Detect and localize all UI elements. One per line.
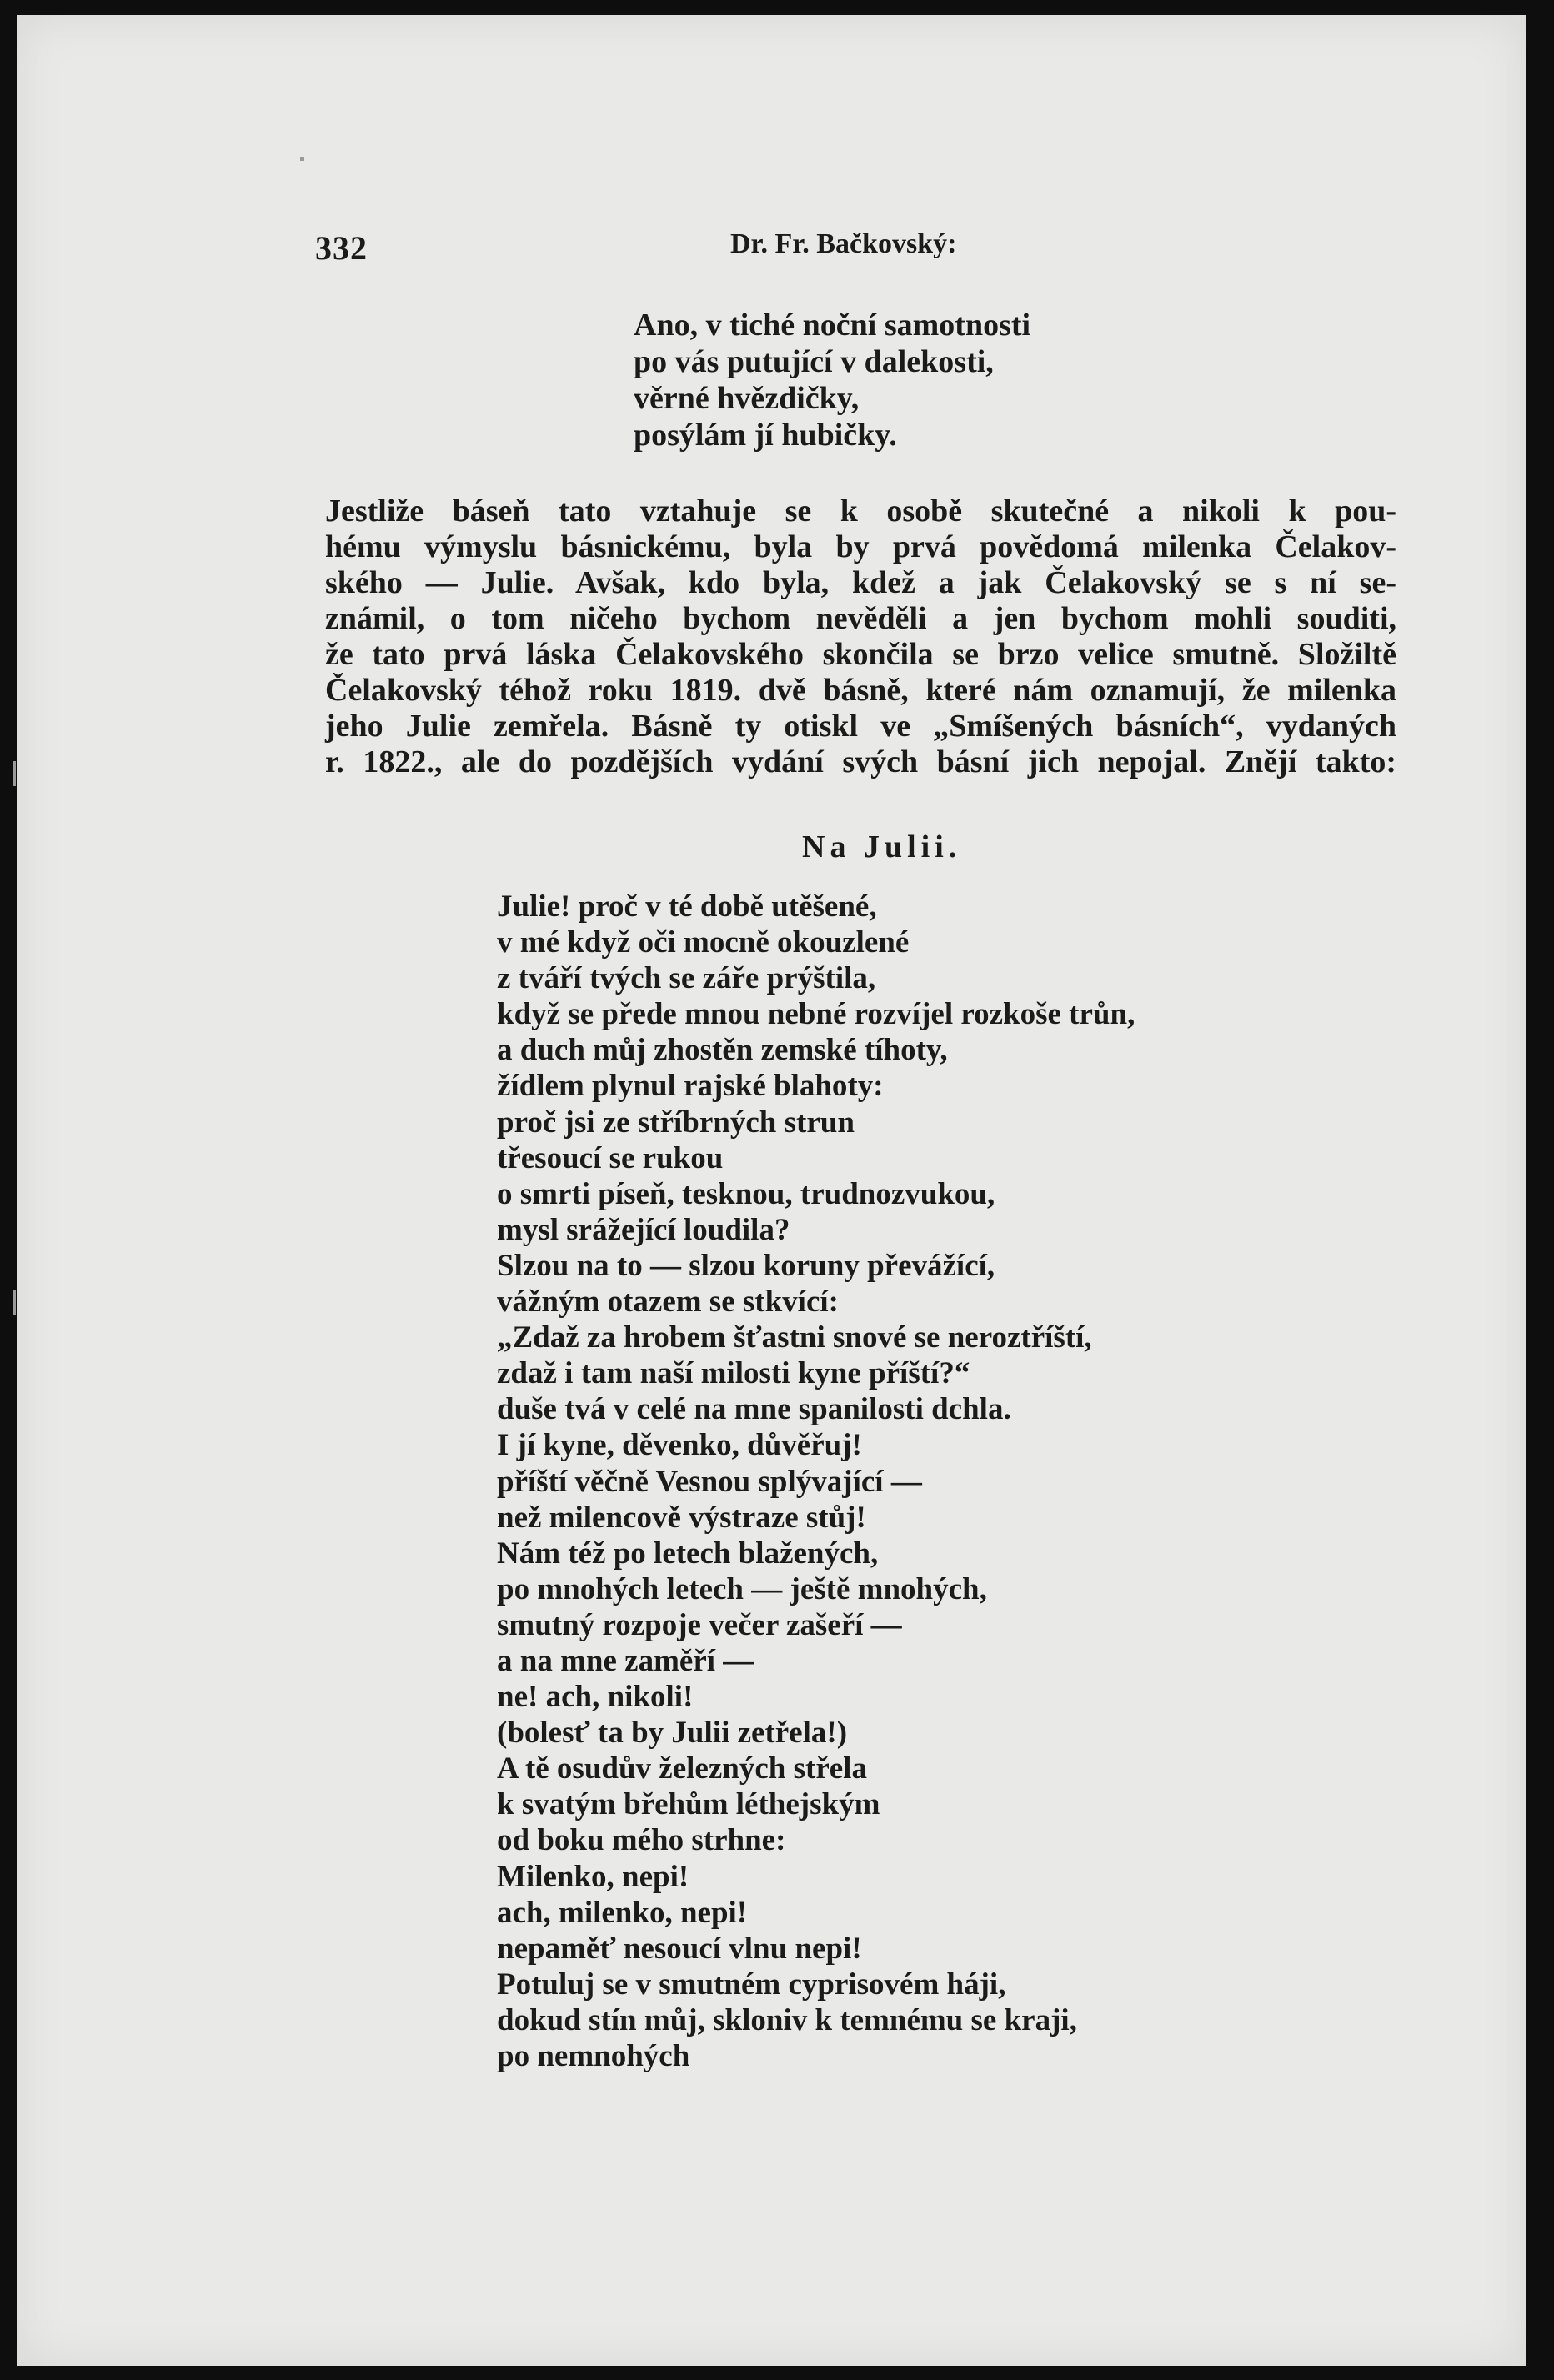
poem-line: smutný rozpoje večer zašeří — xyxy=(497,1607,902,1642)
poem-line: zdaž i tam naší milosti kyne příští?“ xyxy=(497,1356,970,1391)
book-page xyxy=(17,15,1526,2366)
poem-line: vážným otazem se stkvící: xyxy=(497,1285,839,1320)
poem-line: Nám též po letech blažených, xyxy=(497,1536,879,1571)
poem-line: Julie! proč v té době utěšené, xyxy=(497,889,877,924)
poem-line: Slzou na to — slzou koruny převážící, xyxy=(497,1248,995,1283)
poem-line: když se přede mnou nebné rozvíjel rozkoše trůn, xyxy=(497,997,1135,1032)
poem-line: mysl srážející loudila? xyxy=(497,1212,790,1247)
margin-mark xyxy=(300,157,304,161)
page-number: 332 xyxy=(315,229,368,267)
poem-line: ach, milenko, nepi! xyxy=(497,1895,748,1930)
verse-line: po vás putující v dalekosti, xyxy=(634,344,994,379)
prose-line: Čelakovský téhož roku 1819. dvě básně, které nám oznamují, že milenka xyxy=(325,673,1396,708)
poem-line: k svatým břehům léthejským xyxy=(497,1787,880,1822)
poem-line: Potuluj se v smutném cyprisovém háji, xyxy=(497,1967,1006,2002)
verse-line: posýlám jí hubičky. xyxy=(634,418,897,453)
prose-line: Jestliže báseň tato vztahuje se k osobě skutečné a nikoli k pou- xyxy=(325,494,1396,529)
poem-line: a duch můj zhostěn zemské tíhoty, xyxy=(497,1033,948,1068)
poem-line: žídlem plynul rajské blahoty: xyxy=(497,1069,884,1104)
poem-line: po mnohých letech — ještě mnohých, xyxy=(497,1571,987,1606)
running-head: Dr. Fr. Bačkovský: xyxy=(730,228,957,259)
poem-line: třesoucí se rukou xyxy=(497,1140,724,1175)
prose-line: r. 1822., ale do pozdějších vydání svých básní jich nepojal. Znějí takto: xyxy=(325,744,1396,779)
poem-line: po nemnohých xyxy=(497,2039,690,2073)
poem-line: proč jsi ze stříbrných strun xyxy=(497,1105,855,1140)
poem-line: z tváří tvých se záře prýštila, xyxy=(497,961,876,996)
poem-line: než milencově výstraze stůj! xyxy=(497,1500,866,1535)
poem-line: A tě osudův železných střela xyxy=(497,1751,867,1786)
poem-title: Na Julii. xyxy=(802,829,962,864)
margin-mark xyxy=(13,761,16,786)
poem-line: od boku mého strhne: xyxy=(497,1823,786,1858)
poem-line: nepaměť nesoucí vlnu nepi! xyxy=(497,1931,862,1966)
prose-line: že tato prvá láska Čelakovského skončila se brzo velice smutně. Složiltě xyxy=(325,637,1396,672)
poem-body xyxy=(497,889,1135,2074)
margin-mark xyxy=(13,1290,16,1315)
verse-line: věrné hvězdičky, xyxy=(634,381,860,416)
prose-line: známil, o tom ničeho bychom nevěděli a jen bychom mohli souditi, xyxy=(325,601,1396,636)
poem-line: „Zdaž za hrobem šťastni snové se neroztříští, xyxy=(497,1320,1092,1355)
prose-line: ského — Julie. Avšak, kdo byla, kdež a jak Čelakovský se s ní se- xyxy=(325,565,1396,600)
verse-excerpt xyxy=(634,307,1030,453)
poem-line: Milenko, nepi! xyxy=(497,1859,689,1894)
verse-line: Ano, v tiché noční samotnosti xyxy=(634,308,1031,343)
prose-line: jeho Julie zemřela. Básně ty otiskl ve „Smíšených básních“, vydaných xyxy=(325,709,1396,744)
poem-line: (bolesť ta by Julii zetřela!) xyxy=(497,1716,848,1751)
poem-line: ne! ach, nikoli! xyxy=(497,1680,694,1715)
poem-line: příští věčně Vesnou splývající — xyxy=(497,1464,922,1499)
poem-line: duše tvá v celé na mne spanilosti dchla. xyxy=(497,1392,1011,1427)
poem-line: v mé když oči mocně okouzlené xyxy=(497,925,910,960)
prose-paragraph xyxy=(325,494,1396,780)
poem-line: a na mne zaměří — xyxy=(497,1643,754,1678)
poem-line: I jí kyne, děvenko, důvěřuj! xyxy=(497,1428,862,1463)
poem-line: o smrti píseň, tesknou, trudnozvukou, xyxy=(497,1176,995,1211)
poem-line: dokud stín můj, skloniv k temnému se kraji, xyxy=(497,2002,1077,2037)
prose-line: hému výmyslu básnickému, byla by prvá povědomá milenka Čelakov- xyxy=(325,529,1396,564)
